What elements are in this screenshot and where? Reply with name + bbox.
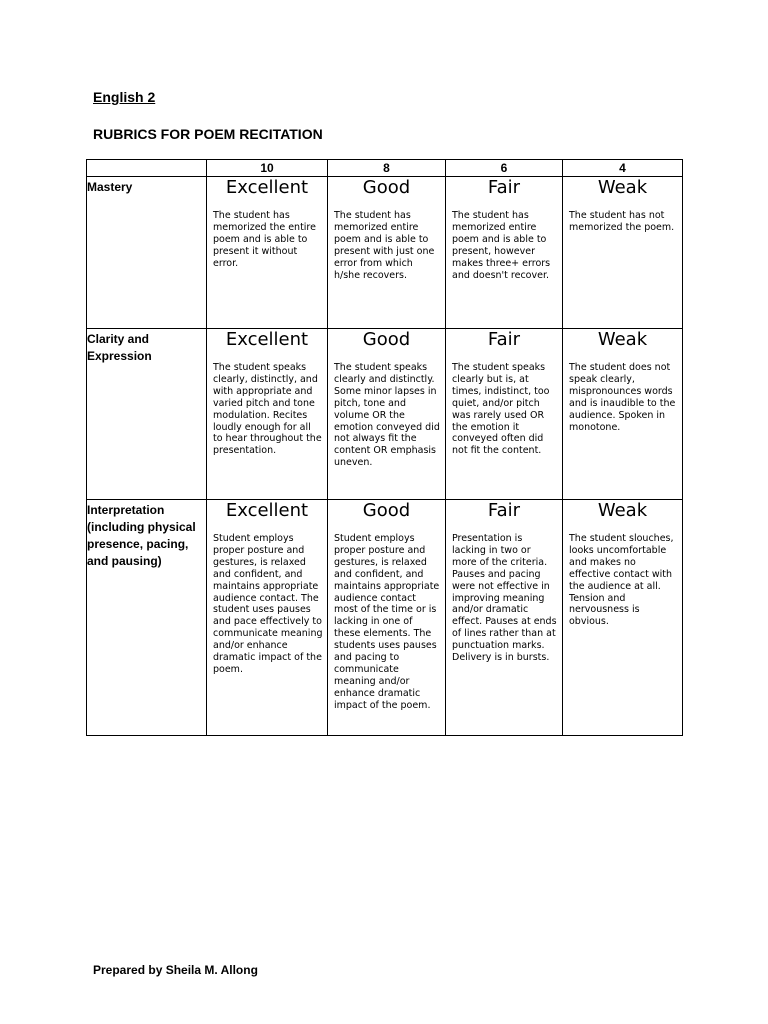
score-header-row xyxy=(87,160,683,177)
rubric-cell xyxy=(328,177,446,329)
level-label: Excellent xyxy=(225,329,309,350)
document-title: RUBRICS FOR POEM RECITATION xyxy=(93,126,323,142)
table-row xyxy=(87,177,683,329)
rubric-cell xyxy=(207,329,328,500)
level-label: Weak xyxy=(597,329,648,350)
rubric-cell xyxy=(563,177,683,329)
level-label: Good xyxy=(362,329,411,350)
rubric-cell xyxy=(446,329,563,500)
level-description: Student employs proper posture and gestures, is relaxed and confident, and maintains appropriate audience contact. The student uses pauses and pace effectively to communicate meaning and/or enhance dramatic impact of the poem. xyxy=(213,533,323,675)
level-label: Excellent xyxy=(225,177,309,198)
table-row xyxy=(87,500,683,736)
table-row xyxy=(87,329,683,500)
score-header: 4 xyxy=(563,160,683,177)
score-header: 10 xyxy=(207,160,328,177)
criterion-label: Interpretation (including physical presence, pacing, and pausing) xyxy=(87,500,207,736)
level-description: The student has memorized entire poem and is able to present, however makes three+ errors and doesn't recover. xyxy=(452,210,551,281)
level-description: The student has not memorized the poem. xyxy=(569,210,675,233)
prepared-by: Prepared by Sheila M. Allong xyxy=(93,963,258,977)
criterion-label: Mastery xyxy=(87,177,207,329)
level-description: Presentation is lacking in two or more of the criteria. Pauses and pacing were not effective in improving meaning and/or dramatic effect. Pauses at ends of lines rather than at punctuation marks. Delivery is in bursts. xyxy=(452,533,557,664)
rubric-cell xyxy=(207,177,328,329)
level-label: Fair xyxy=(487,177,521,198)
level-label: Good xyxy=(362,177,411,198)
criterion-label: Clarity and Expression xyxy=(87,329,207,500)
level-description: The student has memorized entire poem and is able to present with just one error from which h/she recovers. xyxy=(334,210,435,281)
level-label: Excellent xyxy=(225,500,309,521)
level-description: The student speaks clearly but is, at times, indistinct, too quiet, and/or pitch was rarely used OR the emotion it conveyed often did not fit the content. xyxy=(452,362,550,457)
level-description: The student has memorized the entire poem and is able to present it without error. xyxy=(213,210,316,269)
corner-cell xyxy=(87,160,207,177)
rubric-cell xyxy=(563,500,683,736)
level-description: The student slouches, looks uncomfortable and makes no effective contact with the audience at all. Tension and nervousness is obvious. xyxy=(569,533,674,628)
level-description: Student employs proper posture and gestures, is relaxed and confident, and maintains appropriate audience contact most of the time or is lacking in one of these elements. The students uses pauses and pacing to communicate meaning and/or enhance dramatic impact of the poem. xyxy=(334,533,440,711)
level-description: The student speaks clearly and distinctly. Some minor lapses in pitch, tone and volume OR the emotion conveyed did not always fit the content OR emphasis uneven. xyxy=(334,362,440,469)
rubric-cell xyxy=(328,500,446,736)
level-label: Fair xyxy=(487,329,521,350)
score-header: 6 xyxy=(446,160,563,177)
level-description: The student does not speak clearly, mispronounces words and is inaudible to the audience. Spoken in monotone. xyxy=(569,362,676,433)
rubric-cell xyxy=(328,329,446,500)
rubric-table xyxy=(86,159,683,736)
score-header: 8 xyxy=(328,160,446,177)
level-label: Weak xyxy=(597,500,648,521)
level-label: Fair xyxy=(487,500,521,521)
course-title: English 2 xyxy=(93,89,156,105)
level-description: The student speaks clearly, distinctly, and with appropriate and varied pitch and tone modulation. Recites loudly enough for all to hear throughout the presentation. xyxy=(213,362,322,457)
rubric-cell xyxy=(207,500,328,736)
rubric-cell xyxy=(563,329,683,500)
rubric-cell xyxy=(446,500,563,736)
level-label: Good xyxy=(362,500,411,521)
rubric-cell xyxy=(446,177,563,329)
level-label: Weak xyxy=(597,177,648,198)
